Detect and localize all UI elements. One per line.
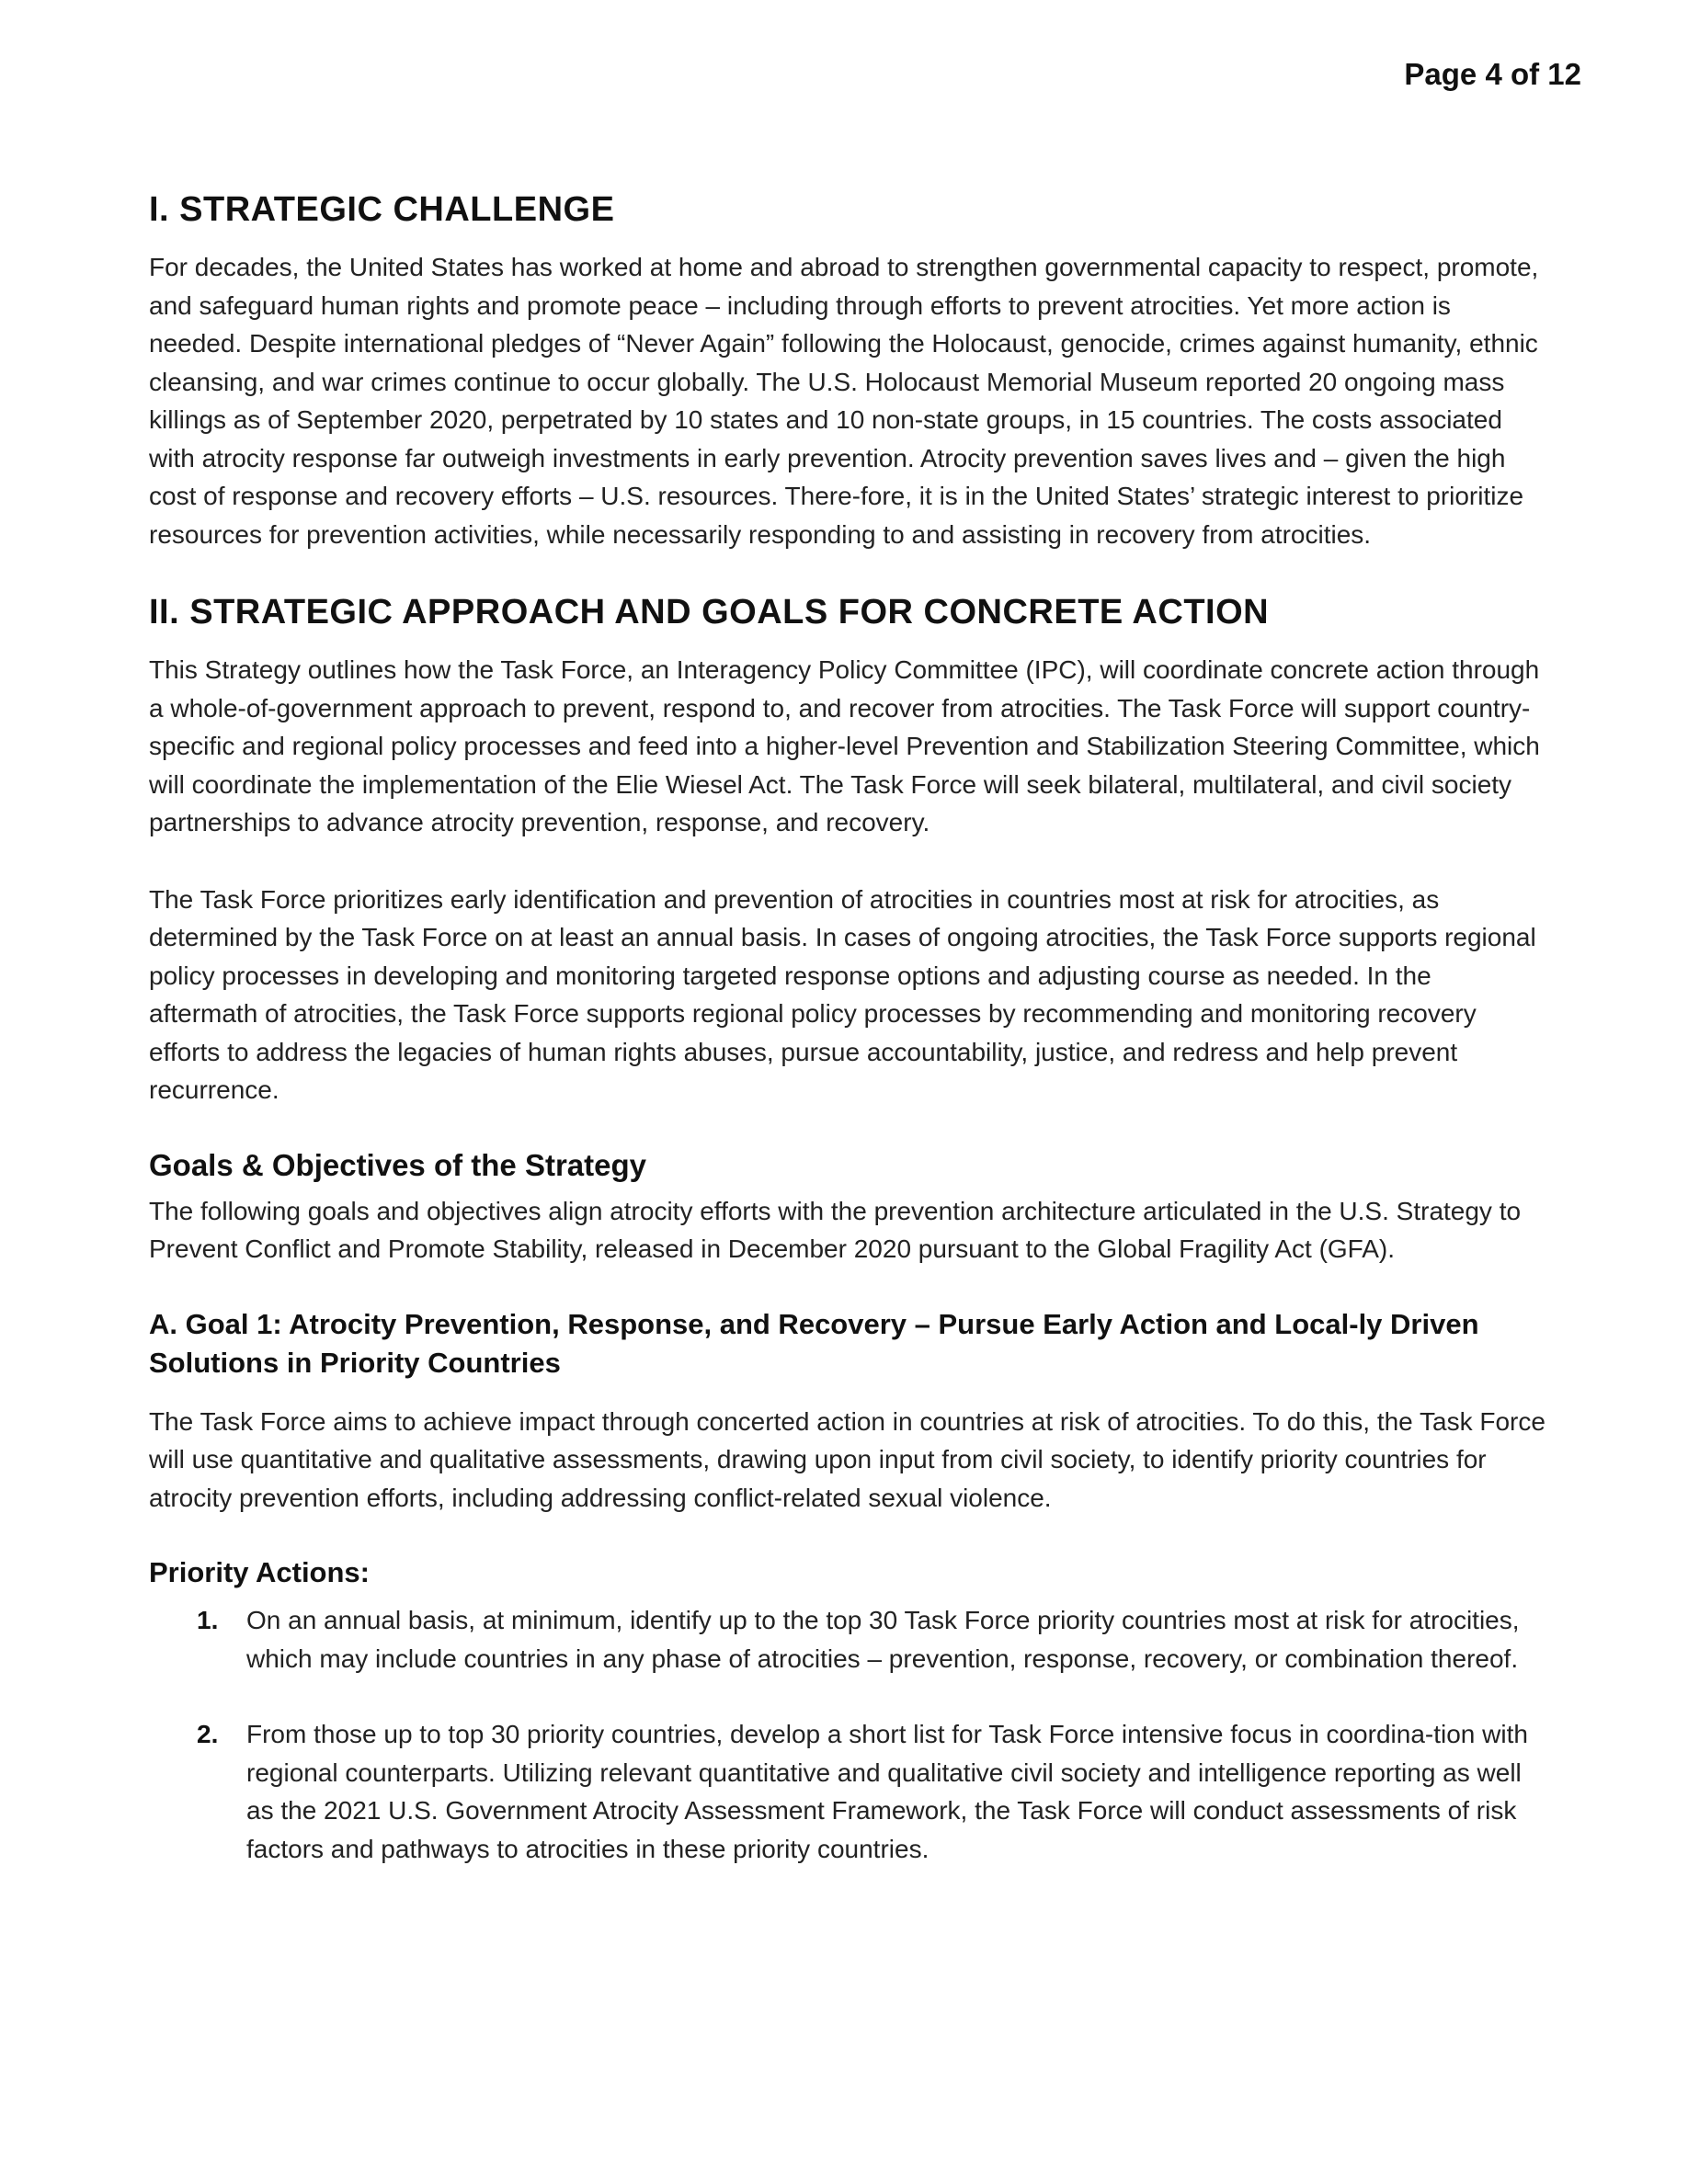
section-heading-strategic-approach: II. STRATEGIC APPROACH AND GOALS FOR CONCRETE ACTION: [149, 593, 1270, 631]
strategic-approach-paragraph-2: The Task Force prioritizes early identification and prevention of atrocities in countries most at risk for atrocities, as determined by the Task Force on at least an annual basis. In cases of ongoing atrocities, the Task Force supports regional policy processes in developing and monitoring targeted response options and adjusting course as needed. In the aftermath of atrocities, the Task Force supports regional policy processes by recommending and monitoring recovery efforts to address the legacies of human rights abuses, pursue accountability, justice, and redress and help prevent recurrence.: [149, 884, 1536, 1104]
goals-objectives-heading: Goals & Objectives of the Strategy: [149, 1147, 646, 1182]
priority-actions-list: [149, 1601, 1546, 1868]
goals-objectives-paragraph: The following goals and objectives align atrocity efforts with the prevention architecture articulated in the U.S. Strategy to Prevent Conflict and Promote Stability, released in December 2020 pursuant to the Global Fragility Act (GFA).: [149, 1196, 1522, 1263]
list-item: [149, 1601, 1546, 1678]
list-item: [149, 1715, 1546, 1868]
priority-actions-heading: Priority Actions:: [149, 1556, 370, 1588]
list-item-number: 1.: [197, 1606, 219, 1634]
list-item-text: From those up to top 30 priority countries, develop a short list for Task Force intensive focus in coordina-tion with regional counterparts. Utilizing relevant quantitative and qualitative civil society and intelligence reporting as well as the 2021 U.S. Government Atrocity Assessment Framework, the Task Force will conduct assessments of risk factors and pathways to atrocities in these priority countries.: [246, 1720, 1528, 1863]
document-body: [149, 188, 1546, 1905]
strategic-challenge-paragraph: For decades, the United States has worked at home and abroad to strengthen governmental capacity to respect, promote, and safeguard human rights and promote peace – including through efforts to prevent atrocities. Yet more action is needed. Despite international pledges of “Never Again” following the Holocaust, genocide, crimes against humanity, ethnic cleansing, and war crimes continue to occur globally. The U.S. Holocaust Memorial Museum reported 20 ongoing mass killings as of September 2020, perpetrated by 10 states and 10 non-state groups, in 15 countries. The costs associated with atrocity response far outweigh investments in early prevention. Atrocity prevention saves lives and – given the high cost of response and recovery efforts – U.S. resources. There-fore, it is in the United States’ strategic interest to prioritize resources for prevention activities, while necessarily responding to and assisting in recovery from atrocities.: [149, 253, 1539, 549]
list-item-number: 2.: [197, 1720, 219, 1748]
goal-1-heading: A. Goal 1: Atrocity Prevention, Response, and Recovery – Pursue Early Action and Local-ly Driven Solutions in Priority Countries: [149, 1307, 1479, 1379]
page-number: Page 4 of 12: [1404, 57, 1581, 91]
section-heading-strategic-challenge: I. STRATEGIC CHALLENGE: [149, 190, 615, 229]
list-item-text: On an annual basis, at minimum, identify up to the top 30 Task Force priority countries most at risk for atrocities, which may include countries in any phase of atrocities – prevention, response, recovery, or combination thereof.: [246, 1606, 1520, 1673]
strategic-approach-paragraph-1: This Strategy outlines how the Task Force, an Interagency Policy Committee (IPC), will coordinate concrete action through a whole-of-government approach to prevent, respond to, and recover from atrocities. The Task Force will support country-specific and regional policy processes and feed into a higher-level Prevention and Stabilization Steering Committee, which will coordinate the implementation of the Elie Wiesel Act. The Task Force will seek bilateral, multilateral, and civil society partnerships to advance atrocity prevention, response, and recovery.: [149, 655, 1540, 836]
goal-1-paragraph: The Task Force aims to achieve impact through concerted action in countries at risk of atrocities. To do this, the Task Force will use quantitative and qualitative assessments, drawing upon input from civil society, to identify priority countries for atrocity prevention efforts, including addressing conflict-related sexual violence.: [149, 1406, 1545, 1512]
